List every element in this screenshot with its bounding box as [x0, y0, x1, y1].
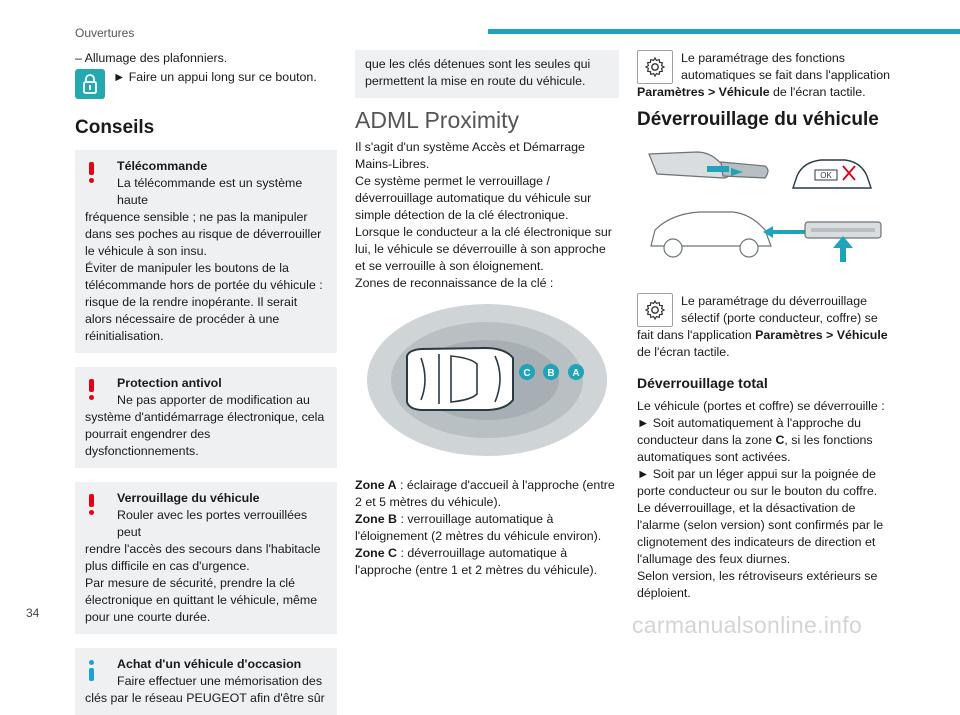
- box-title: Protection antivol: [117, 376, 222, 390]
- warning-box-verrouillage: [75, 482, 337, 634]
- box-text: La télécommande est un système haute: [117, 176, 303, 207]
- box-text: système d'antidémarrage électronique, cela pourrait engendrer des dysfonctionnements.: [85, 410, 325, 458]
- gear-icon: [637, 50, 673, 84]
- warning-icon: [89, 162, 95, 183]
- box-text: Faire effectuer une mémorisation des: [117, 674, 323, 688]
- page-number: 34: [26, 606, 40, 620]
- box-text: Ne pas apporter de modification au: [117, 393, 310, 407]
- warning-box-antivol: [75, 367, 337, 468]
- box-text: Rouler avec les portes verrouillées peut: [117, 508, 308, 539]
- box-title: Verrouillage du véhicule: [117, 491, 260, 505]
- zone-a-label: A: [572, 368, 580, 379]
- paragraph: Le véhicule (portes et coffre) se déverrouille :: [637, 399, 885, 413]
- heading-conseils: Conseils: [75, 117, 155, 138]
- heading-deverrouillage-total: Déverrouillage total: [637, 375, 768, 391]
- warning-icon: [89, 494, 95, 515]
- settings-note-1: Le paramétrage des fonctions automatiques se fait dans l'application Paramètres > Véhicule de l'écran tactile.: [637, 51, 891, 99]
- unlock-illustration: [637, 148, 891, 268]
- box-text: rendre l'accès des secours dans l'habitacle plus difficile en cas d'urgence.: [85, 542, 321, 573]
- box-title: Télécommande: [117, 159, 208, 173]
- box-text: Par mesure de sécurité, prendre la clé électronique en quittant le véhicule, même pour une courte durée.: [85, 576, 318, 624]
- column-3: [637, 50, 891, 602]
- gear-icon: [637, 293, 673, 327]
- settings-note-2: Le paramétrage du déverrouillage sélectif (porte conducteur, coffre) se fait dans l'application Paramètres > Véhicule de l'écran tactile.: [637, 294, 888, 359]
- watermark: carmanualsonline.info: [632, 612, 863, 638]
- header-accent-bar: [488, 29, 960, 34]
- warning-box-telecommande: [75, 150, 337, 353]
- paragraph: – Allumage des plafonniers.: [75, 51, 228, 65]
- lock-icon: [75, 69, 105, 99]
- zone-c-description: Zone C : déverrouillage automatique à l'approche (entre 1 et 2 mètres du véhicule).: [355, 546, 598, 577]
- zone-b-description: Zone B : verrouillage automatique à l'éloignement (2 mètres du véhicule environ).: [355, 512, 602, 543]
- zone-b-label: B: [547, 368, 555, 379]
- warning-icon: [89, 379, 95, 400]
- zone-a-description: Zone A : éclairage d'accueil à l'approche (entre 2 et 5 mètres du véhicule).: [355, 478, 615, 509]
- info-icon: [89, 660, 95, 681]
- paragraph: Ce système permet le verrouillage / déverrouillage automatique du véhicule sur simple détection de la clé électronique.: [355, 174, 592, 222]
- paragraph: Le déverrouillage, et la désactivation de l'alarme (selon version) sont confirmés par le clignotement des indicateurs de direction et l'allumage des feux diurnes.: [637, 501, 884, 566]
- box-text: clés par le réseau PEUGEOT afin d'être sûr: [85, 691, 325, 705]
- info-box-occasion: [75, 648, 337, 715]
- paragraph: ► Faire un appui long sur ce bouton.: [113, 70, 317, 84]
- paragraph: ► Soit par un léger appui sur la poignée de porte conducteur ou sur le bouton du coffre.: [637, 467, 878, 498]
- box-text: que les clés détenues sont les seules qui permettent la mise en route du véhicule.: [365, 57, 591, 88]
- zone-markers: [519, 364, 584, 380]
- paragraph: Il s'agit d'un système Accès et Démarrage Mains-Libres.: [355, 140, 585, 171]
- box-title: Achat d'un véhicule d'occasion: [117, 657, 302, 671]
- heading-deverrouillage: Déverrouillage du véhicule: [637, 109, 879, 130]
- ok-label: OK: [820, 171, 832, 180]
- box-text: fréquence sensible ; ne pas la manipuler dans ses poches au risque de déverrouiller le véhicule à son insu.: [85, 210, 322, 258]
- box-text: Éviter de manipuler les boutons de la télécommande hors de portée du véhicule : risque de la rendre inopérante. Il serait alors nécessaire de procéder à une réinitialisation.: [85, 261, 323, 343]
- column-2: [355, 50, 619, 579]
- paragraph: ► Soit automatiquement à l'approche du conducteur dans la zone C, si les fonctions automatiques sont activées.: [637, 416, 873, 464]
- paragraph: Zones de reconnaissance de la clé :: [355, 276, 554, 290]
- lock-instruction: [75, 69, 337, 99]
- paragraph: Selon version, les rétroviseurs extérieurs se déploient.: [637, 569, 878, 600]
- heading-adml-proximity: ADML Proximity: [355, 107, 519, 133]
- section-title: Ouvertures: [75, 26, 135, 40]
- paragraph: Lorsque le conducteur a la clé électronique sur lui, le véhicule se déverrouille à son approche et se verrouille à son éloignement.: [355, 225, 612, 273]
- column-1: [75, 50, 337, 715]
- key-detection-zones-illustration: [355, 300, 619, 460]
- info-box-continued: [355, 50, 619, 98]
- zone-c-label: C: [523, 368, 531, 379]
